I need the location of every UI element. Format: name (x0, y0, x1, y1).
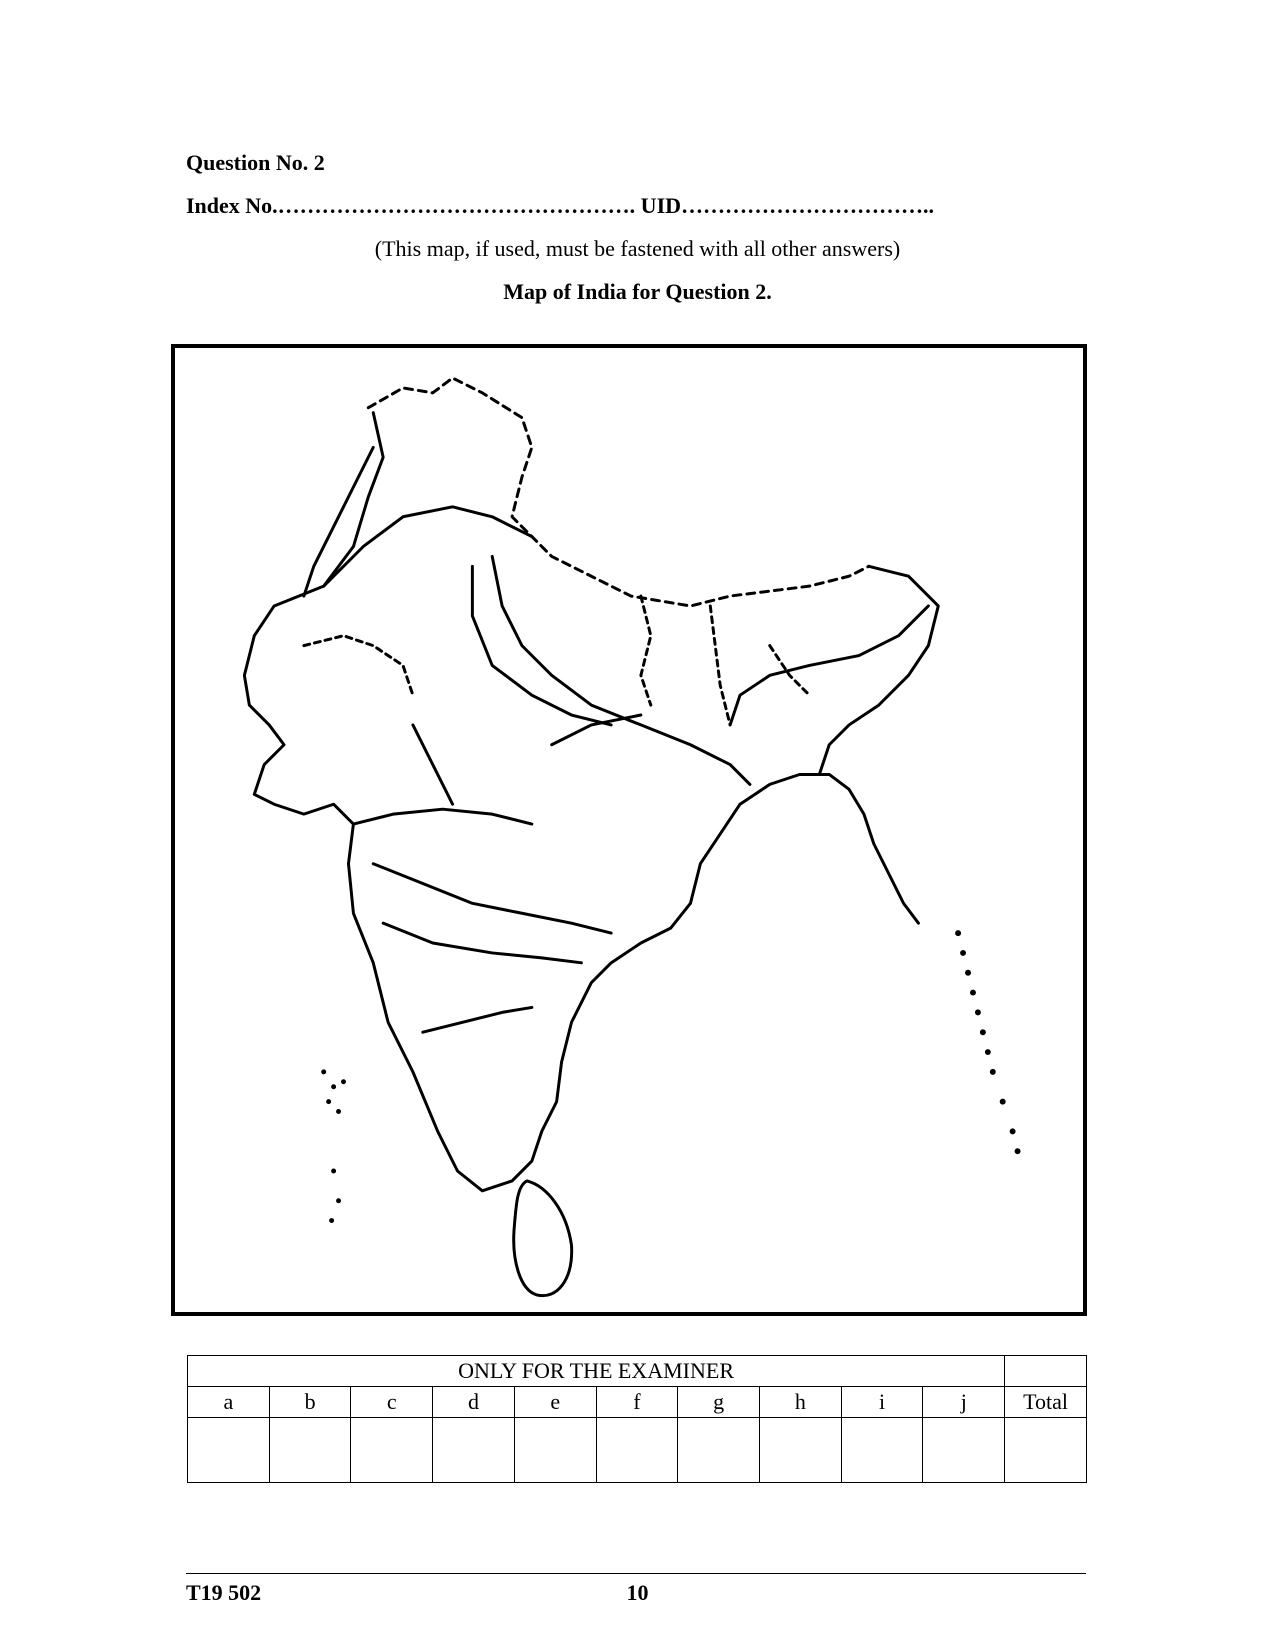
lakshadweep-islands (321, 1069, 346, 1223)
footer-divider (186, 1573, 1086, 1574)
mark-cell-a[interactable] (188, 1418, 270, 1483)
river-godavari (373, 864, 611, 933)
examiner-table-blank-header (1005, 1356, 1087, 1387)
examiner-col-f: f (596, 1387, 678, 1418)
mark-cell-j[interactable] (923, 1418, 1005, 1483)
mark-cell-h[interactable] (760, 1418, 842, 1483)
examiner-col-b: b (269, 1387, 351, 1418)
mark-cell-d[interactable] (433, 1418, 515, 1483)
river-chambal (413, 725, 453, 804)
river-yamuna (472, 566, 611, 725)
river-indus (304, 447, 373, 596)
examiner-col-j: j (923, 1387, 1005, 1418)
examiner-table-mark-row (188, 1418, 1087, 1483)
river-kaveri (423, 1007, 532, 1032)
india-outline-map-icon (175, 348, 1083, 1312)
mark-cell-total[interactable] (1005, 1418, 1087, 1483)
footer-paper-code: T19 502 (186, 1580, 262, 1605)
map-title: Map of India for Question 2. (503, 279, 772, 304)
northeast-outline (819, 566, 938, 774)
map-usage-note: (This map, if used, must be fastened with all other answers) (374, 236, 901, 261)
mark-cell-g[interactable] (678, 1418, 760, 1483)
sri-lanka-outline (514, 1181, 572, 1296)
examiner-col-d: d (433, 1387, 515, 1418)
examiner-col-a: a (188, 1387, 270, 1418)
examiner-col-i: i (841, 1387, 923, 1418)
mark-cell-e[interactable] (514, 1418, 596, 1483)
examiner-col-c: c (351, 1387, 433, 1418)
river-brahmaputra (730, 606, 928, 725)
river-krishna (383, 923, 581, 963)
question-label: Question No. 2 (186, 150, 325, 175)
examiner-col-total: Total (1005, 1387, 1087, 1418)
river-narmada (353, 809, 531, 824)
mark-cell-c[interactable] (351, 1418, 433, 1483)
coastline-west (244, 413, 740, 1191)
mark-cell-i[interactable] (841, 1418, 923, 1483)
index-uid-line: Index No.…………………………………………. UID…………………………….. (186, 193, 935, 218)
examiner-table-column-headers (188, 1387, 1087, 1418)
mark-cell-b[interactable] (269, 1418, 351, 1483)
examiner-table-title: ONLY FOR THE EXAMINER (188, 1356, 1005, 1387)
river-ganga (492, 556, 750, 784)
andaman-islands (955, 930, 1020, 1154)
internal-boundary (304, 596, 810, 725)
examiner-marks-table (187, 1355, 1087, 1483)
coastline-east (740, 774, 918, 923)
footer-page-number: 10 (626, 1580, 649, 1605)
map-frame (171, 344, 1087, 1316)
examiner-col-h: h (760, 1387, 842, 1418)
northern-boundary (368, 378, 869, 606)
mark-cell-f[interactable] (596, 1418, 678, 1483)
examiner-col-g: g (678, 1387, 760, 1418)
examiner-col-e: e (514, 1387, 596, 1418)
